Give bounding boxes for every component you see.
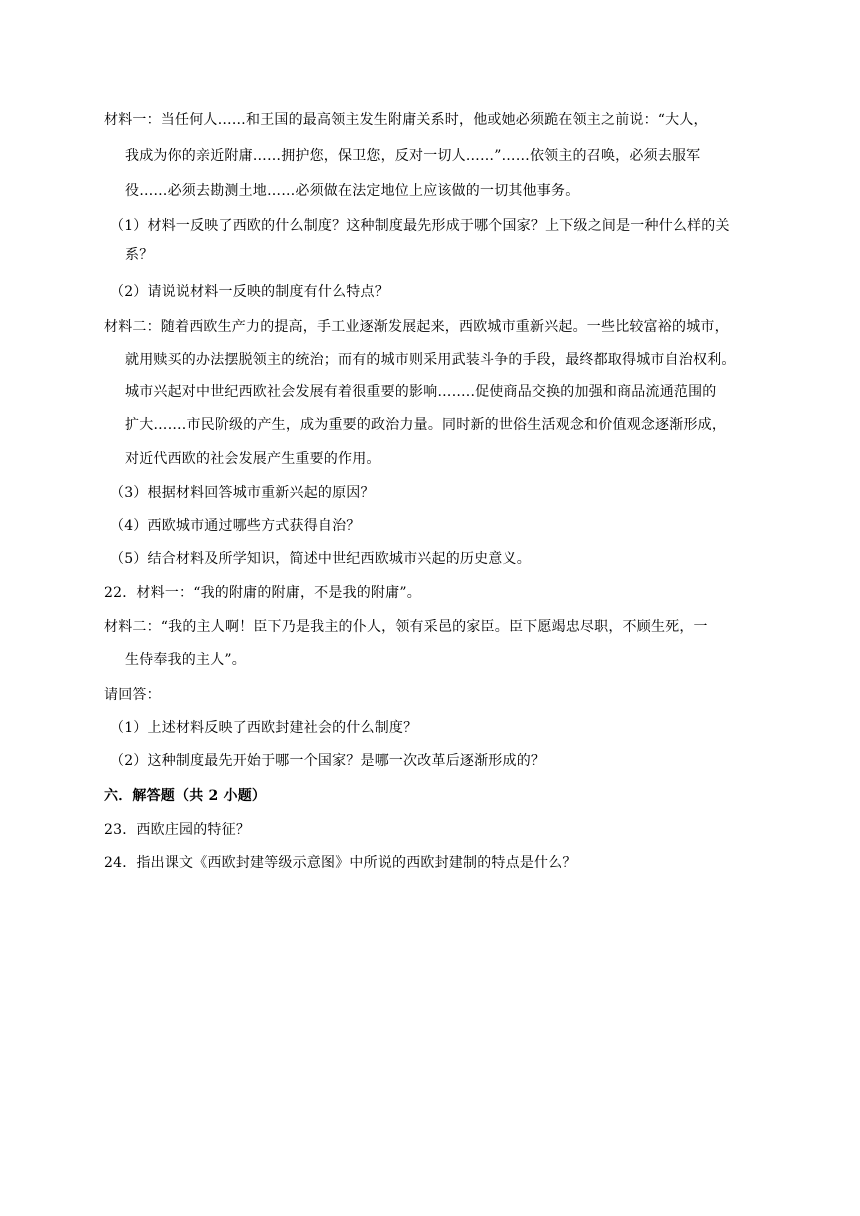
material2-line3: 城市兴起对中世纪西欧社会发展有着很重要的影响……..促使商品交换的加强和商品流通范围的 <box>125 384 717 400</box>
item22-question1: （1）上述材料反映了西欧封建社会的什么制度？ <box>110 720 418 736</box>
question1-line2: 系？ <box>125 247 154 263</box>
item22-question2: （2）这种制度最先开始于哪一个国家？是哪一次改革后逐渐形成的？ <box>110 753 546 769</box>
item22-material2-line1: 材料二：“我的主人啊！臣下乃是我主的仆人，领有采邑的家臣。臣下愿竭忠尽职，不顾生死，一 <box>104 619 708 635</box>
question23: 23．西欧庄园的特征？ <box>104 822 251 838</box>
question2: （2）请说说材料一反映的制度有什么特点？ <box>110 284 389 300</box>
item22-prompt: 请回答： <box>104 687 161 703</box>
material1-line2: 我成为你的亲近附庸……拥护您，保卫您，反对一切人……”……依领主的召唤，必须去服军 <box>125 148 701 164</box>
material1-line1: 材料一：当任何人……和王国的最高领主发生附庸关系时，他或她必须跪在领主之前说：“大人， <box>104 112 708 128</box>
material2-line5: 对近代西欧的社会发展产生重要的作用。 <box>125 451 381 467</box>
question24: 24．指出课文《西欧封建等级示意图》中所说的西欧封建制的特点是什么？ <box>104 855 577 871</box>
question1-line1: （1）材料一反映了西欧的什么制度？这种制度最先形成于哪个国家？上下级之间是一种什么样的关 <box>110 218 730 234</box>
question4: （4）西欧城市通过哪些方式获得自治？ <box>110 518 361 534</box>
item22-material1: 22．材料一：“我的附庸的附庸，不是我的附庸”。 <box>104 585 421 601</box>
material1-line3: 役……必须去勘测土地……必须做在法定地位上应该做的一切其他事务。 <box>125 183 580 199</box>
question3: （3）根据材料回答城市重新兴起的原因？ <box>110 485 375 501</box>
section6-heading: 六．解答题（共 2 小题） <box>104 788 267 804</box>
material2-line1: 材料二：随着西欧生产力的提高，手工业逐渐发展起来，西欧城市重新兴起。一些比较富裕的城市， <box>104 319 729 335</box>
item22-material2-line2: 生侍奉我的主人”。 <box>125 652 246 668</box>
material2-line2: 就用赎买的办法摆脱领主的统治；而有的城市则采用武装斗争的手段，最终都取得城市自治权利。 <box>125 352 736 368</box>
question5: （5）结合材料及所学知识，简述中世纪西欧城市兴起的历史意义。 <box>110 551 531 567</box>
material2-line4: 扩大…….市民阶级的产生，成为重要的政治力量。同时新的世俗生活观念和价值观念逐渐形成， <box>125 417 727 433</box>
